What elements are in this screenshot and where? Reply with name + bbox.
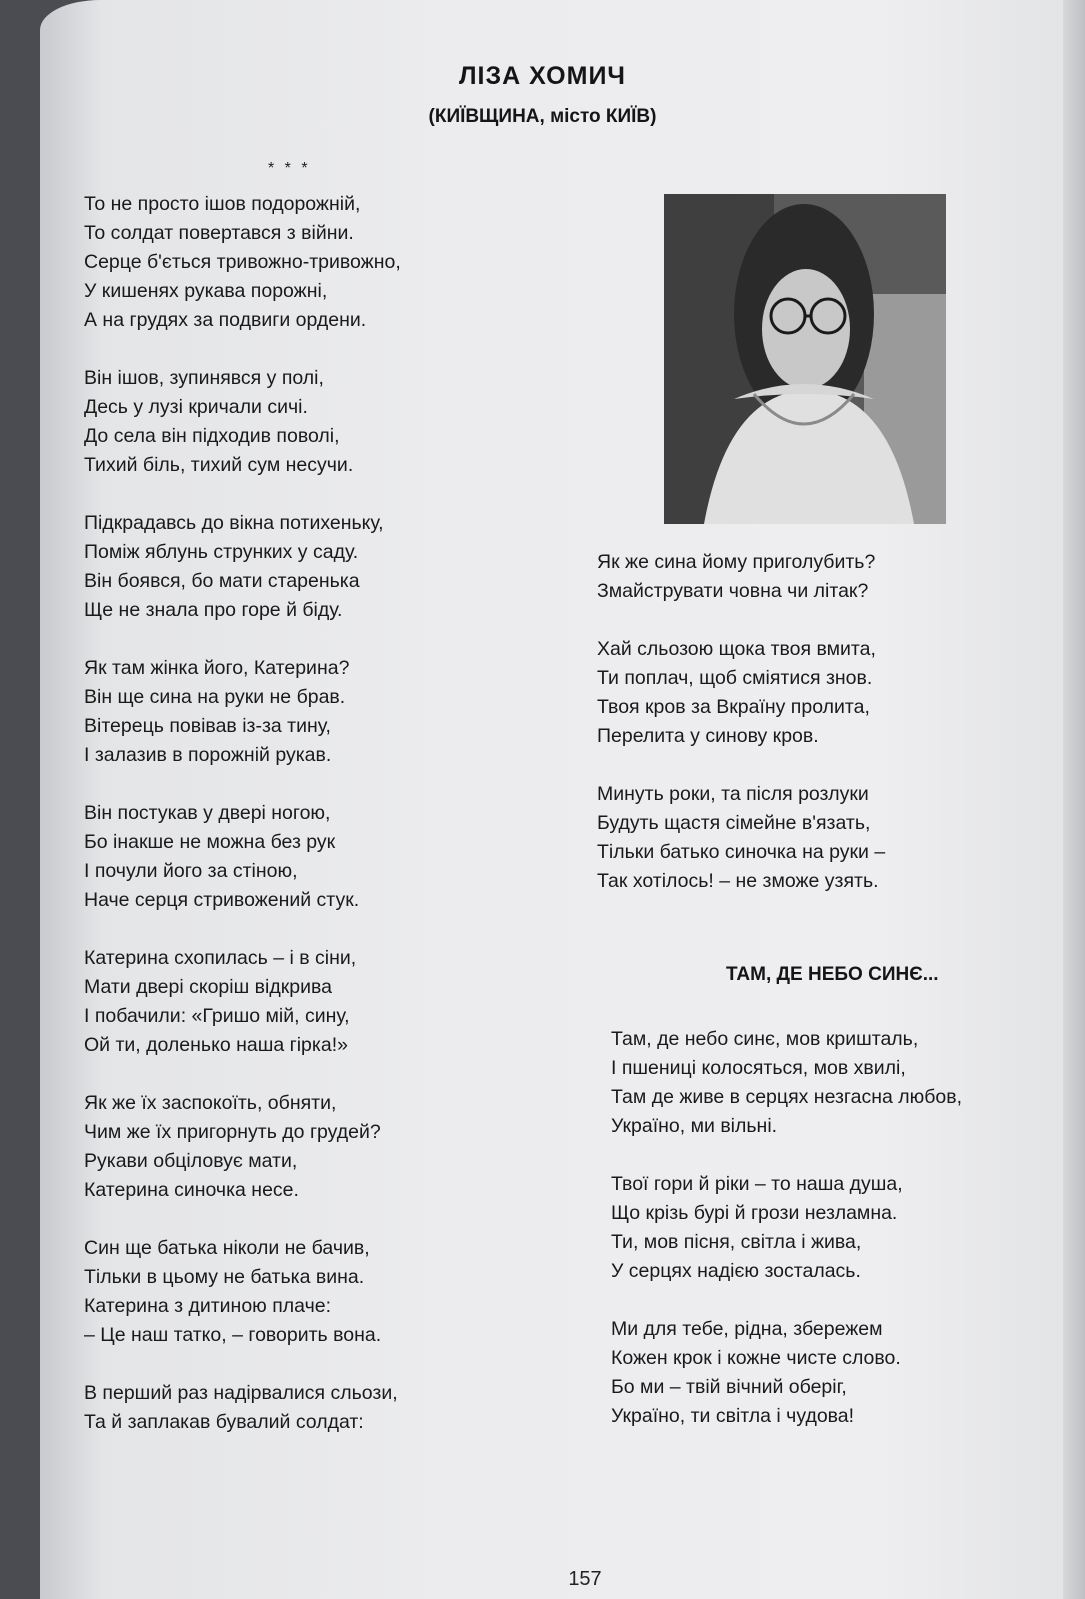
stanza <box>84 654 504 770</box>
poem-line: І залазив в порожній рукав. <box>84 744 332 766</box>
poem-line: Наче серця стривожений стук. <box>84 889 360 911</box>
poem-line: Минуть роки, та після розлуки <box>597 783 869 805</box>
poem-line: Ще не знала про горе й біду. <box>84 599 343 621</box>
poem-line: До села він підходив поволі, <box>84 425 340 447</box>
poem-line: Рукави обціловує мати, <box>84 1150 298 1172</box>
stanza <box>84 190 504 335</box>
poem-line: Твоя кров за Вкраїну пролита, <box>597 696 870 718</box>
portrait-image <box>664 194 946 524</box>
poem-line: Бо інакше не можна без рук <box>84 831 336 853</box>
poem-2-column <box>611 1025 1031 1460</box>
poem-line: Він ще сина на руки не брав. <box>84 686 346 708</box>
stanza <box>597 548 1017 606</box>
stanza <box>84 1234 504 1350</box>
poem-line: Поміж яблунь струнких у саду. <box>84 541 359 563</box>
poem-line: Син ще батька ніколи не бачив, <box>84 1237 370 1259</box>
poem-line: Тихий біль, тихий сум несучи. <box>84 454 354 476</box>
poem-line: Тільки батько синочка на руки – <box>597 841 886 863</box>
poem-line: Він боявся, бо мати старенька <box>84 570 360 592</box>
poem-line: Підкрадавсь до вікна потихеньку, <box>84 512 384 534</box>
stanza <box>611 1025 1031 1141</box>
author-region: (КИЇВЩИНА, місто КИЇВ) <box>428 106 657 127</box>
poem-2-title: ТАМ, ДЕ НЕБО СИНЄ... <box>726 964 939 985</box>
stanza <box>611 1170 1031 1286</box>
poem-line: Бо ми – твій вічний оберіг, <box>611 1376 847 1398</box>
stanza <box>84 944 504 1060</box>
poem-line: Твої гори й ріки – то наша душа, <box>611 1173 903 1195</box>
author-photo <box>664 194 946 524</box>
poem-line: Як же їх заспокоїть, обняти, <box>84 1092 337 1114</box>
poem-line: Він ішов, зупинявся у полі, <box>84 367 324 389</box>
stanza <box>611 1315 1031 1431</box>
stanza <box>597 635 1017 751</box>
poem-title-asterisks: * * * <box>268 160 311 177</box>
poem-line: Там, де небо синє, мов кришталь, <box>611 1028 919 1050</box>
poem-line: Чим же їх пригорнуть до грудей? <box>84 1121 381 1143</box>
poem-line: Будуть щастя сімейне в'язать, <box>597 812 871 834</box>
stanza <box>84 1089 504 1205</box>
poem-line: У кишенях рукава порожні, <box>84 280 328 302</box>
poem-line: Катерина синочка несе. <box>84 1179 299 1201</box>
page-edge <box>1063 0 1085 1599</box>
poem-line: Серце б'ється тривожно-тривожно, <box>84 251 401 273</box>
poem-line: Так хотілось! – не зможе узять. <box>597 870 879 892</box>
poem-line: Як там жінка його, Катерина? <box>84 657 350 679</box>
stanza <box>84 364 504 480</box>
poem-line: Кожен крок і кожне чисте слово. <box>611 1347 901 1369</box>
poem-line: То не просто ішов подорожній, <box>84 193 361 215</box>
poem-line: Ми для тебе, рідна, збережем <box>611 1318 883 1340</box>
poem-line: А на грудях за подвиги ордени. <box>84 309 367 331</box>
poem-line: Що крізь бурі й грози незламна. <box>611 1202 898 1224</box>
poem-line: Там де живе в серцях незгасна любов, <box>611 1086 963 1108</box>
poem-line: То солдат повертався з війни. <box>84 222 354 244</box>
stanza <box>84 1379 504 1437</box>
poem-line: І побачили: «Гришо мій, сину, <box>84 1005 350 1027</box>
poem-line: Перелита у синову кров. <box>597 725 819 747</box>
poem-line: Катерина схопилась – і в сіни, <box>84 947 357 969</box>
poem-line: В перший раз надірвалися сльози, <box>84 1382 398 1404</box>
poem-line: Хай сльозою щока твоя вмита, <box>597 638 876 660</box>
poem-line: Ти поплач, щоб сміятися знов. <box>597 667 873 689</box>
author-name: ЛІЗА ХОМИЧ <box>459 62 626 90</box>
poem-line: І пшениці колосяться, мов хвилі, <box>611 1057 906 1079</box>
page-number: 157 <box>568 1568 602 1590</box>
poem-line: Ой ти, доленько наша гірка!» <box>84 1034 348 1056</box>
stanza <box>84 799 504 915</box>
poem-line: Як же сина йому приголубить? <box>597 551 876 573</box>
poem-line: Тільки в цьому не батька вина. <box>84 1266 365 1288</box>
stanza <box>597 780 1017 896</box>
poem-line: Та й заплакав бувалий солдат: <box>84 1411 364 1433</box>
poem-line: Україно, ти світла і чудова! <box>611 1405 855 1427</box>
poem-1-left-column <box>84 190 504 1466</box>
poem-line: Змайструвати човна чи літак? <box>597 580 869 602</box>
poem-1-right-column <box>597 548 1017 925</box>
poem-line: Мати двері скоріш відкрива <box>84 976 332 998</box>
poem-line: – Це наш татко, – говорить вона. <box>84 1324 382 1346</box>
poem-line: Катерина з дитиною плаче: <box>84 1295 331 1317</box>
stanza <box>84 509 504 625</box>
poem-line: Вітерець повівав із-за тину, <box>84 715 331 737</box>
poem-line: Україно, ми вільні. <box>611 1115 778 1137</box>
poem-line: У серцях надією зосталась. <box>611 1260 861 1282</box>
poem-line: І почули його за стіною, <box>84 860 298 882</box>
poem-line: Десь у лузі кричали сичі. <box>84 396 308 418</box>
poem-line: Він постукав у двері ногою, <box>84 802 331 824</box>
poem-line: Ти, мов пісня, світла і жива, <box>611 1231 862 1253</box>
